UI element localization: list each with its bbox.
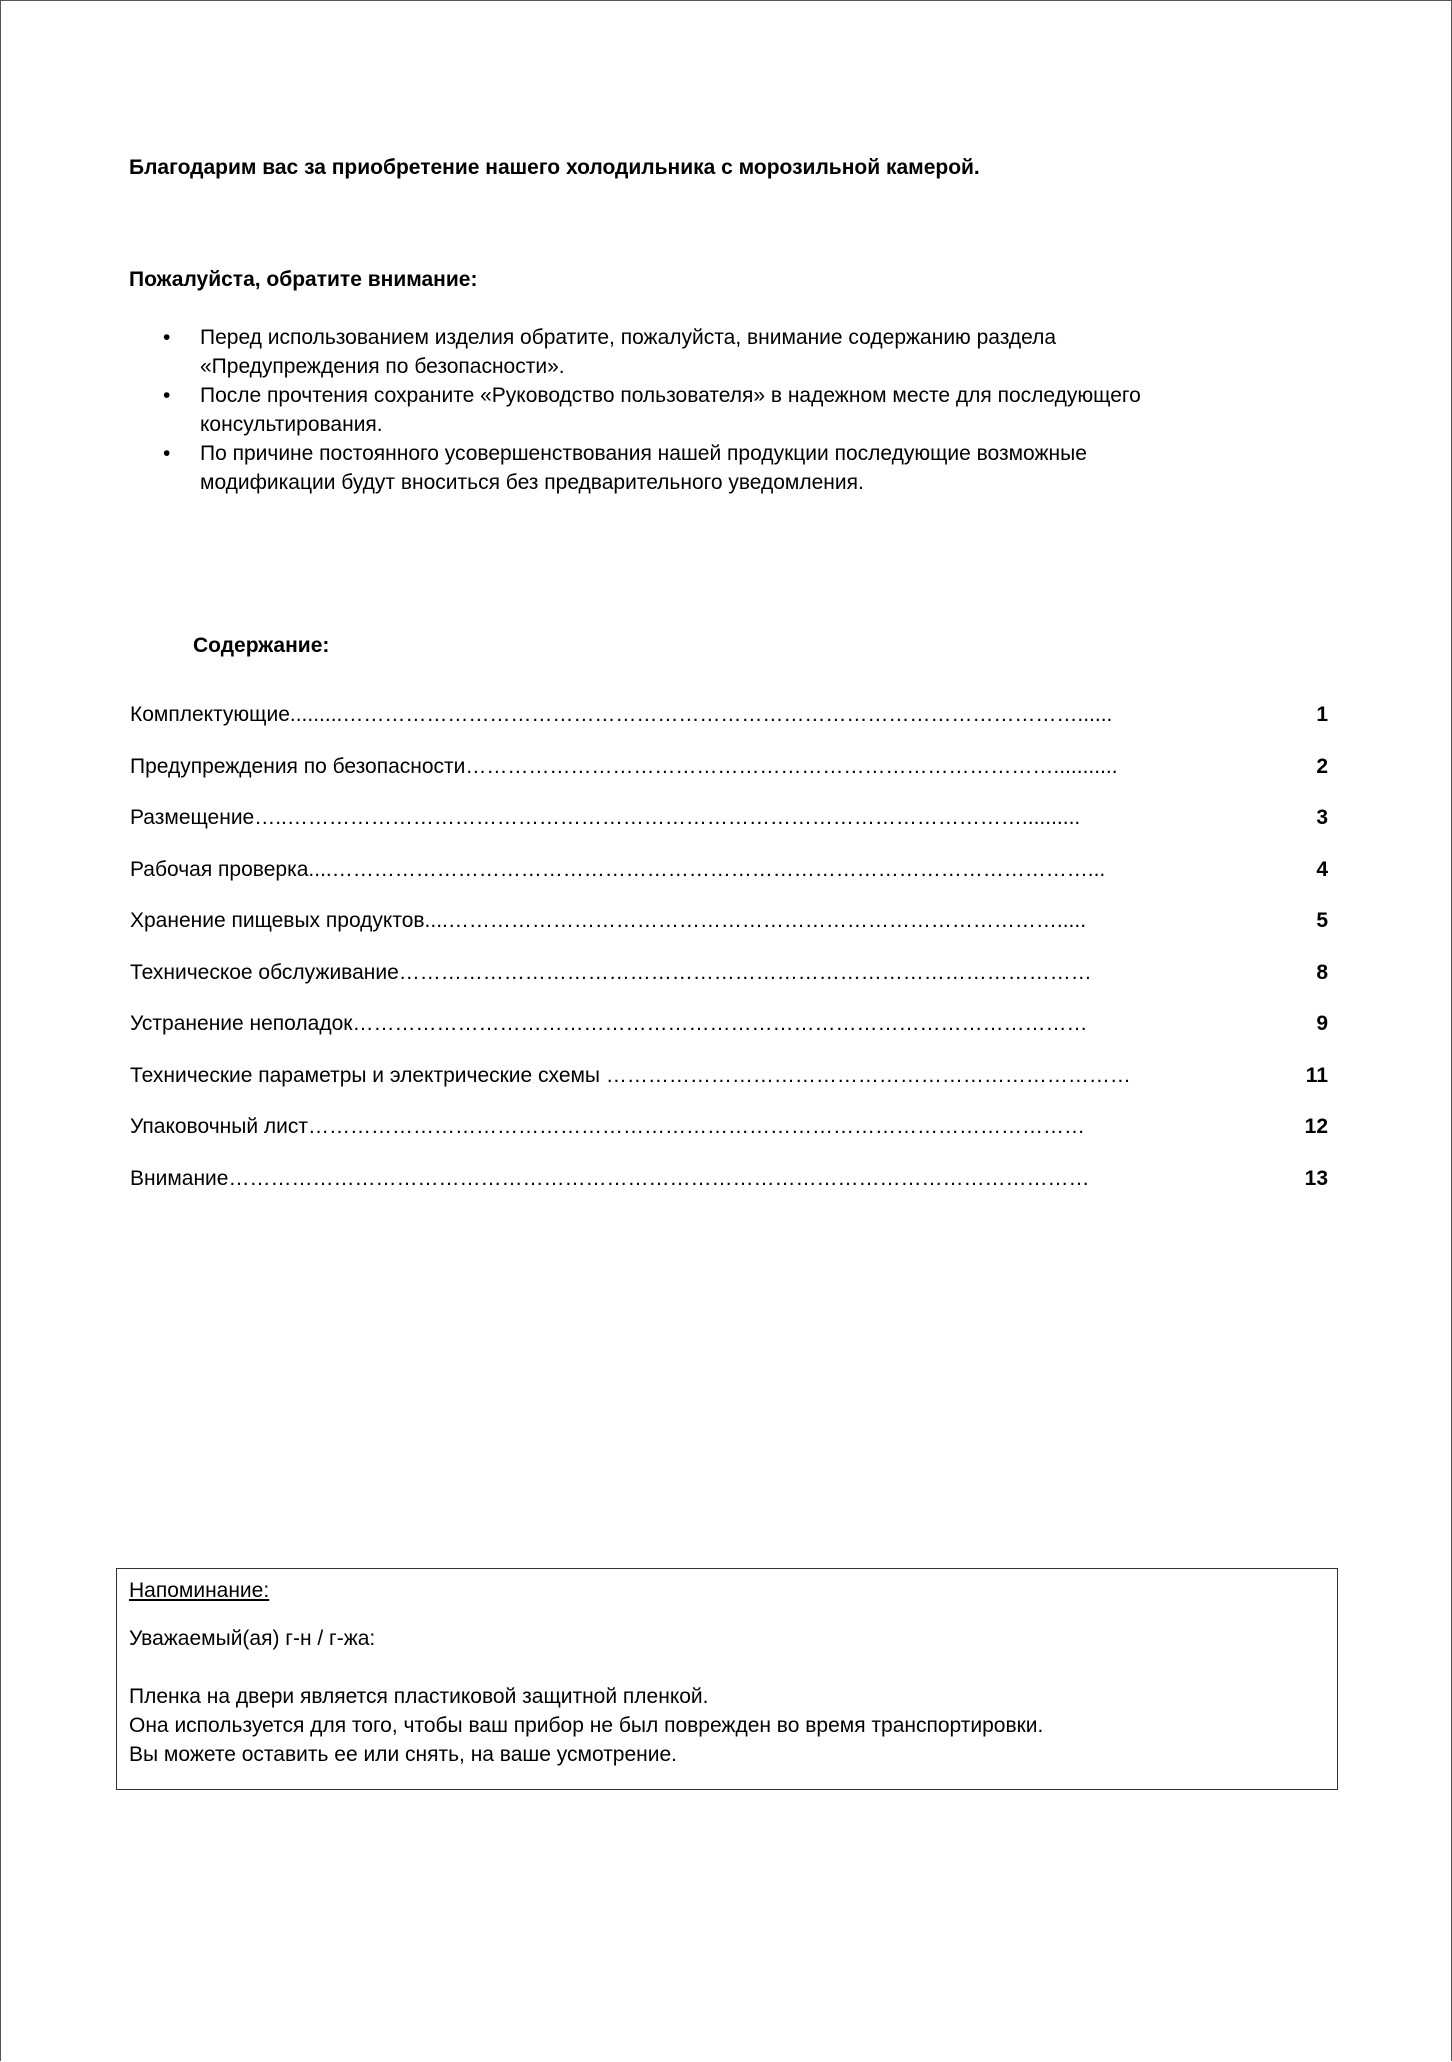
note-line: После прочтения сохраните «Руководство пользователя» в надежном месте для последующего xyxy=(200,384,1141,407)
reminder-box xyxy=(116,1568,1338,1790)
toc-page-number: 11 xyxy=(1305,1064,1328,1087)
note-line: По причине постоянного усовершенствования нашей продукции последующие возможные xyxy=(200,442,1087,465)
toc-label: Рабочая проверка....………………………………………………………………………………………………... xyxy=(130,858,1106,881)
list-item xyxy=(163,439,1350,497)
notes-list xyxy=(163,323,1350,497)
toc-label: Хранение пищевых продуктов....……………………………………………………………………………..... xyxy=(130,909,1087,932)
toc-row xyxy=(130,1115,1328,1145)
toc-row xyxy=(130,961,1328,991)
toc-label: Техническое обслуживание……………………………………………………………………………………… xyxy=(130,961,1092,984)
toc-heading: Содержание: xyxy=(193,634,330,657)
toc-page-number: 3 xyxy=(1316,806,1328,829)
reminder-line: Она используется для того, чтобы ваш прибор не был поврежден во время транспортировки. xyxy=(129,1714,1044,1737)
toc-row xyxy=(130,858,1328,888)
toc-label: Упаковочный лист………………………………………………………………………………………………… xyxy=(130,1115,1085,1138)
bullet-icon: • xyxy=(163,384,171,407)
toc-row xyxy=(130,755,1328,785)
note-line: модификации будут вноситься без предварительного уведомления. xyxy=(200,471,864,494)
toc-page-number: 5 xyxy=(1316,909,1328,932)
toc-label: Размещение…..…………………………………………………………………………………………….......... xyxy=(130,806,1081,829)
toc-page-number: 12 xyxy=(1304,1115,1328,1138)
toc-label: Комплектующие.........……………………………………………………………………………………………...... xyxy=(130,703,1113,726)
toc-page-number: 13 xyxy=(1304,1167,1328,1190)
note-line: консультирования. xyxy=(200,413,383,436)
list-item xyxy=(163,323,1350,381)
note-line: «Предупреждения по безопасности». xyxy=(200,355,565,378)
toc-row xyxy=(130,1012,1328,1042)
toc-label: Технические параметры и электрические схемы ………………………………………………………………… xyxy=(130,1064,1131,1087)
toc-page-number: 1 xyxy=(1316,703,1328,726)
toc-row xyxy=(130,806,1328,836)
toc-label: Устранение неполадок…………………………………………………………………………………………… xyxy=(130,1012,1088,1035)
list-item xyxy=(163,381,1350,439)
bullet-icon: • xyxy=(163,326,171,349)
toc-row xyxy=(130,1167,1328,1197)
note-line: Перед использованием изделия обратите, пожалуйста, внимание содержанию раздела xyxy=(200,326,1057,349)
reminder-greeting: Уважаемый(ая) г-н / г-жа: xyxy=(129,1627,376,1650)
toc-row xyxy=(130,909,1328,939)
toc-page-number: 4 xyxy=(1316,858,1328,881)
toc-page-number: 9 xyxy=(1316,1012,1328,1035)
toc-page-number: 8 xyxy=(1316,961,1328,984)
attention-heading: Пожалуйста, обратите внимание: xyxy=(129,268,478,291)
reminder-line: Вы можете оставить ее или снять, на ваше усмотрение. xyxy=(129,1743,678,1766)
bullet-icon: • xyxy=(163,442,171,465)
reminder-text xyxy=(129,1682,1043,1769)
toc-row xyxy=(130,703,1328,733)
toc-page-number: 2 xyxy=(1316,755,1328,778)
reminder-line: Пленка на двери является пластиковой защитной пленкой. xyxy=(129,1685,709,1708)
reminder-title: Напоминание: xyxy=(129,1579,270,1602)
toc-label: Внимание…………………………………………………………………………………………………………… xyxy=(130,1167,1090,1190)
toc-label: Предупреждения по безопасности…………………………………………………………………………........... xyxy=(130,755,1118,778)
toc-row xyxy=(130,1064,1328,1094)
page-title: Благодарим вас за приобретение нашего холодильника с морозильной камерой. xyxy=(129,156,980,179)
